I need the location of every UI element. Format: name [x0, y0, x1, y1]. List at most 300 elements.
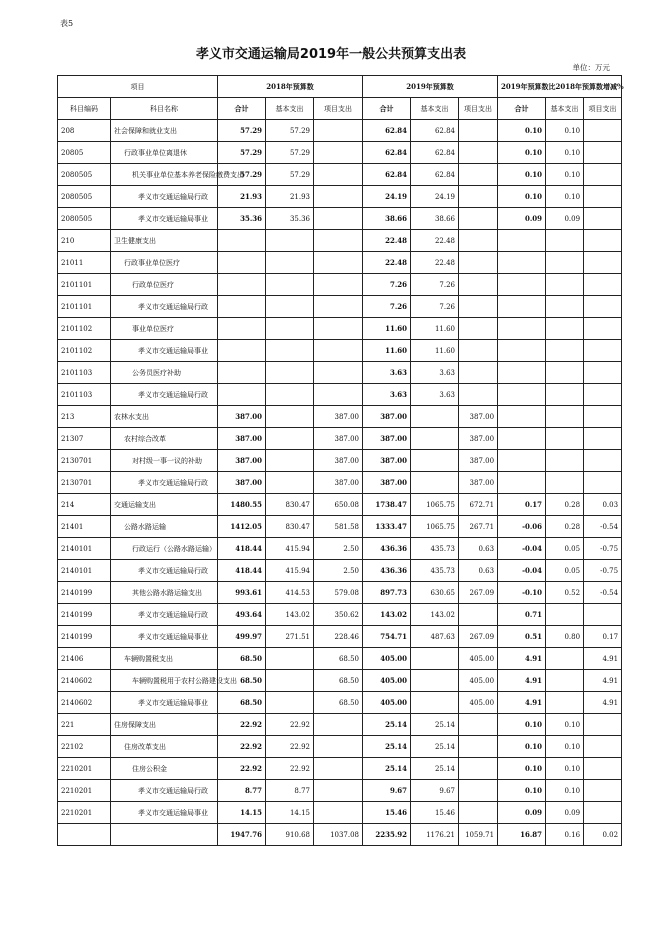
cell-item-change: [584, 428, 622, 450]
cell-basic-change: [546, 406, 584, 428]
cell-total-change: -0.04: [498, 560, 546, 582]
cell-code: 2101103: [58, 384, 111, 406]
cell-basic-2018: [266, 252, 314, 274]
cell-total-2018: 21.93: [218, 186, 266, 208]
cell-item-change: [584, 274, 622, 296]
cell-total-change: [498, 362, 546, 384]
cell-total-2018: 68.50: [218, 648, 266, 670]
subject-name: 对村级一事一议的补助: [132, 456, 202, 465]
cell-code: 2080505: [58, 208, 111, 230]
subject-name: 孝义市交通运输局行政: [138, 192, 208, 201]
cell-item-2018: 387.00: [314, 450, 363, 472]
cell-total-2018: 68.50: [218, 670, 266, 692]
cell-name: [111, 428, 218, 450]
cell-item-2019: 267.09: [459, 626, 498, 648]
cell-code: 221: [58, 714, 111, 736]
cell-total-change: [498, 230, 546, 252]
unit-label: 单位：万元: [572, 63, 610, 72]
cell-basic-2019: 7.26: [411, 274, 459, 296]
cell-item-2019: 0.63: [459, 538, 498, 560]
cell-basic-2019: 11.60: [411, 318, 459, 340]
subject-name: 行政事业单位离退休: [124, 148, 187, 157]
cell-basic-2019: [411, 450, 459, 472]
cell-basic-2018: [266, 450, 314, 472]
cell-item-change: [584, 802, 622, 824]
cell-total-2019: 15.46: [363, 802, 411, 824]
cell-code: 21307: [58, 428, 111, 450]
cell-total-2019: 405.00: [363, 692, 411, 714]
cell-basic-change: 0.80: [546, 626, 584, 648]
cell-total-change: 0.10: [498, 758, 546, 780]
cell-total-2018: 22.92: [218, 714, 266, 736]
cell-item-change: [584, 472, 622, 494]
cell-name: [111, 802, 218, 824]
subject-name: 农林水支出: [114, 412, 149, 421]
cell-basic-2019: 487.63: [411, 626, 459, 648]
table-row: [58, 450, 622, 472]
cell-basic-2019: 435.73: [411, 560, 459, 582]
cell-item-change: [584, 384, 622, 406]
cell-basic-change: [546, 692, 584, 714]
cell-total-2018: 387.00: [218, 428, 266, 450]
cell-total-change: 0.71: [498, 604, 546, 626]
cell-name: [111, 604, 218, 626]
cell-item-2018: [314, 230, 363, 252]
cell-name: [111, 164, 244, 186]
cell-name: [111, 582, 218, 604]
cell-item-change: [584, 186, 622, 208]
cell-total-2018: 57.29: [218, 164, 266, 186]
cell-basic-2018: [266, 340, 314, 362]
cell-code: 2101103: [58, 362, 111, 384]
cell-item-2019: 267.09: [459, 582, 498, 604]
table-row: [58, 318, 622, 340]
cell-basic-change: [546, 362, 584, 384]
cell-basic-2018: 414.53: [266, 582, 314, 604]
subject-name: 孝义市交通运输局事业: [138, 214, 208, 223]
subject-name: 孝义市交通运输局行政: [138, 610, 208, 619]
subject-name: 社会保障和就业支出: [114, 126, 177, 135]
cell-basic-change: [546, 450, 584, 472]
subject-name: 机关事业单位基本养老保险缴费支出: [132, 170, 244, 179]
cell-item-2019: [459, 714, 498, 736]
subject-name: 交通运输支出: [114, 500, 156, 509]
cell-name: [111, 824, 218, 846]
cell-basic-2018: [266, 472, 314, 494]
cell-item-2018: [314, 252, 363, 274]
cell-item-change: [584, 142, 622, 164]
cell-total-2019: 22.48: [363, 252, 411, 274]
table-row: [58, 362, 622, 384]
cell-name: [111, 758, 218, 780]
subject-name: 孝义市交通运输局行政: [138, 786, 208, 795]
cell-item-2019: [459, 252, 498, 274]
header-row-group: [58, 76, 622, 98]
cell-total-2018: [218, 318, 266, 340]
cell-basic-change: [546, 428, 584, 450]
table-row: [58, 824, 622, 846]
header-basic-2018: 基本支出: [266, 98, 314, 120]
cell-basic-2018: 415.94: [266, 538, 314, 560]
cell-name: [111, 538, 218, 560]
header-item-2019: 项目支出: [459, 98, 498, 120]
cell-total-2018: 418.44: [218, 538, 266, 560]
cell-code: 214: [58, 494, 111, 516]
cell-total-change: 0.10: [498, 142, 546, 164]
cell-basic-change: [546, 340, 584, 362]
cell-code: 2210201: [58, 758, 111, 780]
cell-item-2019: [459, 802, 498, 824]
cell-total-2018: 35.36: [218, 208, 266, 230]
cell-item-change: [584, 230, 622, 252]
cell-total-2019: 1333.47: [363, 516, 411, 538]
cell-basic-2019: [411, 472, 459, 494]
cell-item-2019: [459, 340, 498, 362]
cell-total-change: 0.09: [498, 802, 546, 824]
table-row: [58, 428, 622, 450]
header-total-2018: 合计: [218, 98, 266, 120]
cell-total-2018: [218, 340, 266, 362]
cell-total-2019: 387.00: [363, 472, 411, 494]
cell-item-2019: [459, 186, 498, 208]
cell-basic-2018: 22.92: [266, 714, 314, 736]
cell-total-2018: 1947.76: [218, 824, 266, 846]
header-item-2018: 项目支出: [314, 98, 363, 120]
budget-table: [57, 75, 622, 846]
cell-total-change: [498, 406, 546, 428]
cell-item-2019: [459, 120, 498, 142]
cell-basic-2018: [266, 384, 314, 406]
cell-total-2018: [218, 362, 266, 384]
cell-total-2019: 7.26: [363, 296, 411, 318]
cell-basic-2018: 830.47: [266, 516, 314, 538]
header-total-2019: 合计: [363, 98, 411, 120]
cell-basic-change: 0.10: [546, 714, 584, 736]
cell-basic-2019: [411, 648, 459, 670]
cell-item-change: [584, 164, 622, 186]
cell-basic-2019: 143.02: [411, 604, 459, 626]
cell-code: 2140101: [58, 538, 111, 560]
cell-basic-change: 0.09: [546, 802, 584, 824]
cell-basic-2018: 271.51: [266, 626, 314, 648]
cell-name: [111, 186, 218, 208]
cell-name: [111, 274, 218, 296]
header-project: 项目: [58, 76, 218, 98]
cell-code: 210: [58, 230, 111, 252]
cell-total-2019: 62.84: [363, 120, 411, 142]
cell-name: [111, 362, 218, 384]
subject-name: 农村综合改革: [124, 434, 166, 443]
subject-name: 孝义市交通运输局行政: [138, 302, 208, 311]
cell-basic-2019: 38.66: [411, 208, 459, 230]
cell-basic-change: 0.05: [546, 560, 584, 582]
subject-name: 住房公积金: [132, 764, 167, 773]
cell-name: [111, 670, 237, 692]
cell-name: [111, 626, 218, 648]
cell-total-2019: 436.36: [363, 560, 411, 582]
cell-basic-change: [546, 296, 584, 318]
cell-name: [111, 208, 218, 230]
cell-total-2019: 387.00: [363, 428, 411, 450]
cell-item-2019: [459, 296, 498, 318]
cell-total-change: 4.91: [498, 648, 546, 670]
cell-basic-2018: [266, 318, 314, 340]
cell-basic-2019: 22.48: [411, 252, 459, 274]
cell-item-change: [584, 406, 622, 428]
cell-total-change: 0.10: [498, 186, 546, 208]
cell-item-2019: 405.00: [459, 692, 498, 714]
subject-name: 住房改革支出: [124, 742, 166, 751]
cell-item-2019: 1059.71: [459, 824, 498, 846]
subject-name: 公务员医疗补助: [132, 368, 181, 377]
cell-name: [111, 450, 218, 472]
cell-total-change: 16.87: [498, 824, 546, 846]
cell-code: 20805: [58, 142, 111, 164]
cell-item-2018: [314, 164, 363, 186]
cell-total-change: [498, 296, 546, 318]
cell-total-2018: 387.00: [218, 406, 266, 428]
table-row: [58, 648, 622, 670]
cell-item-2019: [459, 604, 498, 626]
cell-total-2018: [218, 230, 266, 252]
cell-basic-change: 0.10: [546, 186, 584, 208]
table-row: [58, 208, 622, 230]
cell-code: 208: [58, 120, 111, 142]
cell-item-2019: [459, 736, 498, 758]
cell-basic-2018: 910.68: [266, 824, 314, 846]
cell-basic-change: 0.10: [546, 142, 584, 164]
cell-code: 21011: [58, 252, 111, 274]
cell-basic-2018: 14.15: [266, 802, 314, 824]
cell-basic-2019: 7.26: [411, 296, 459, 318]
table-row: [58, 538, 622, 560]
cell-item-2018: [314, 736, 363, 758]
cell-code: 2080505: [58, 186, 111, 208]
table-row: [58, 758, 622, 780]
cell-total-2018: 22.92: [218, 736, 266, 758]
cell-total-2019: 143.02: [363, 604, 411, 626]
cell-basic-2019: [411, 670, 459, 692]
cell-item-change: -0.75: [584, 560, 622, 582]
cell-basic-2019: 15.46: [411, 802, 459, 824]
cell-basic-2018: [266, 406, 314, 428]
cell-basic-2018: [266, 692, 314, 714]
cell-item-2018: [314, 714, 363, 736]
subject-name: 车辆购置税支出: [124, 654, 173, 663]
cell-total-2018: [218, 384, 266, 406]
cell-item-2019: 672.71: [459, 494, 498, 516]
cell-total-change: [498, 318, 546, 340]
cell-item-change: -0.75: [584, 538, 622, 560]
cell-total-2019: 387.00: [363, 406, 411, 428]
cell-item-2018: [314, 384, 363, 406]
cell-basic-2019: 62.84: [411, 120, 459, 142]
cell-code: 2101102: [58, 340, 111, 362]
cell-total-2019: 62.84: [363, 142, 411, 164]
table-row: [58, 560, 622, 582]
cell-total-2019: 436.36: [363, 538, 411, 560]
cell-basic-change: [546, 230, 584, 252]
cell-code: [58, 824, 111, 846]
cell-total-2018: 387.00: [218, 472, 266, 494]
cell-code: 2080505: [58, 164, 111, 186]
cell-basic-2019: [411, 692, 459, 714]
cell-total-2018: 1480.55: [218, 494, 266, 516]
cell-basic-change: 0.28: [546, 516, 584, 538]
cell-item-2019: [459, 142, 498, 164]
cell-basic-2018: 21.93: [266, 186, 314, 208]
cell-basic-2018: 143.02: [266, 604, 314, 626]
cell-total-2018: 57.29: [218, 142, 266, 164]
cell-basic-change: 0.09: [546, 208, 584, 230]
table-row: [58, 384, 622, 406]
cell-total-2019: 405.00: [363, 648, 411, 670]
cell-basic-2019: 630.65: [411, 582, 459, 604]
cell-basic-2018: [266, 230, 314, 252]
cell-item-2018: 387.00: [314, 472, 363, 494]
cell-total-change: 0.10: [498, 714, 546, 736]
cell-total-2018: [218, 296, 266, 318]
cell-name: [111, 340, 218, 362]
cell-basic-change: [546, 472, 584, 494]
table-row: [58, 802, 622, 824]
cell-total-2019: 2235.92: [363, 824, 411, 846]
cell-basic-2018: 57.29: [266, 164, 314, 186]
table-row: [58, 164, 622, 186]
cell-basic-2018: [266, 670, 314, 692]
table-row: [58, 274, 622, 296]
header-name: 科目名称: [111, 98, 218, 120]
cell-total-2019: 25.14: [363, 736, 411, 758]
header-code: 科目编码: [58, 98, 111, 120]
subject-name: 住房保障支出: [114, 720, 156, 729]
cell-name: [111, 472, 218, 494]
cell-basic-2018: [266, 648, 314, 670]
cell-basic-change: 0.28: [546, 494, 584, 516]
table-row: [58, 516, 622, 538]
cell-name: [111, 252, 218, 274]
cell-basic-2019: 22.48: [411, 230, 459, 252]
cell-total-2019: 62.84: [363, 164, 411, 186]
cell-item-2018: [314, 318, 363, 340]
cell-code: 2140602: [58, 692, 111, 714]
cell-basic-2018: 57.29: [266, 120, 314, 142]
cell-item-change: -0.54: [584, 516, 622, 538]
cell-total-change: 0.10: [498, 736, 546, 758]
header-basic-2019: 基本支出: [411, 98, 459, 120]
cell-name: [111, 384, 218, 406]
cell-total-change: -0.06: [498, 516, 546, 538]
cell-item-2019: [459, 780, 498, 802]
cell-item-2019: 387.00: [459, 406, 498, 428]
table-row: [58, 736, 622, 758]
cell-item-2019: [459, 208, 498, 230]
cell-item-2018: 68.50: [314, 670, 363, 692]
table-row: [58, 340, 622, 362]
cell-total-change: 0.10: [498, 780, 546, 802]
cell-item-2019: 387.00: [459, 472, 498, 494]
cell-total-change: [498, 274, 546, 296]
cell-code: 2130701: [58, 450, 111, 472]
cell-item-2018: [314, 780, 363, 802]
table-row: [58, 472, 622, 494]
cell-total-2019: 7.26: [363, 274, 411, 296]
cell-code: 2210201: [58, 780, 111, 802]
cell-basic-change: 0.10: [546, 164, 584, 186]
cell-item-change: [584, 208, 622, 230]
cell-code: 22102: [58, 736, 111, 758]
cell-total-change: 0.10: [498, 164, 546, 186]
cell-total-2019: 11.60: [363, 318, 411, 340]
subject-name: 公路水路运输: [124, 522, 166, 531]
cell-code: 21401: [58, 516, 111, 538]
subject-name: 其他公路水路运输支出: [132, 588, 202, 597]
subject-name: 行政单位医疗: [132, 280, 174, 289]
cell-name: [111, 120, 218, 142]
cell-item-2018: 68.50: [314, 692, 363, 714]
cell-total-change: 0.51: [498, 626, 546, 648]
table-row: [58, 714, 622, 736]
cell-total-change: [498, 340, 546, 362]
cell-basic-2018: 830.47: [266, 494, 314, 516]
cell-basic-2018: 415.94: [266, 560, 314, 582]
cell-total-2019: 9.67: [363, 780, 411, 802]
cell-item-2018: [314, 340, 363, 362]
subject-name: 孝义市交通运输局行政: [138, 566, 208, 575]
header-2018: 2018年预算数: [218, 76, 363, 98]
cell-total-change: [498, 384, 546, 406]
cell-code: 2101101: [58, 274, 111, 296]
cell-code: 2210201: [58, 802, 111, 824]
cell-basic-change: 0.05: [546, 538, 584, 560]
cell-name: [111, 692, 218, 714]
table-row: [58, 494, 622, 516]
cell-item-change: [584, 758, 622, 780]
cell-basic-2018: 57.29: [266, 142, 314, 164]
table-row: [58, 296, 622, 318]
cell-item-change: 0.02: [584, 824, 622, 846]
subject-name: 孝义市交通运输局行政: [138, 478, 208, 487]
cell-total-change: 4.91: [498, 670, 546, 692]
cell-total-change: -0.10: [498, 582, 546, 604]
cell-total-2019: 405.00: [363, 670, 411, 692]
cell-total-change: 0.17: [498, 494, 546, 516]
cell-item-2019: [459, 384, 498, 406]
table-row: [58, 120, 622, 142]
cell-item-2019: 405.00: [459, 648, 498, 670]
table-row: [58, 406, 622, 428]
cell-item-change: [584, 120, 622, 142]
cell-name: [111, 714, 218, 736]
table-row: [58, 626, 622, 648]
cell-basic-change: [546, 648, 584, 670]
cell-basic-change: [546, 252, 584, 274]
cell-code: 2140101: [58, 560, 111, 582]
cell-name: [111, 648, 218, 670]
cell-name: [111, 318, 218, 340]
cell-basic-2019: 25.14: [411, 736, 459, 758]
cell-total-2019: 897.73: [363, 582, 411, 604]
cell-basic-change: [546, 318, 584, 340]
header-basic-change: 基本支出: [546, 98, 584, 120]
subject-name: 孝义市交通运输局行政: [138, 390, 208, 399]
cell-item-2019: [459, 230, 498, 252]
table-row: [58, 692, 622, 714]
cell-code: 2101102: [58, 318, 111, 340]
cell-basic-2019: [411, 406, 459, 428]
cell-total-change: 0.10: [498, 120, 546, 142]
header-item-change: 项目支出: [584, 98, 622, 120]
